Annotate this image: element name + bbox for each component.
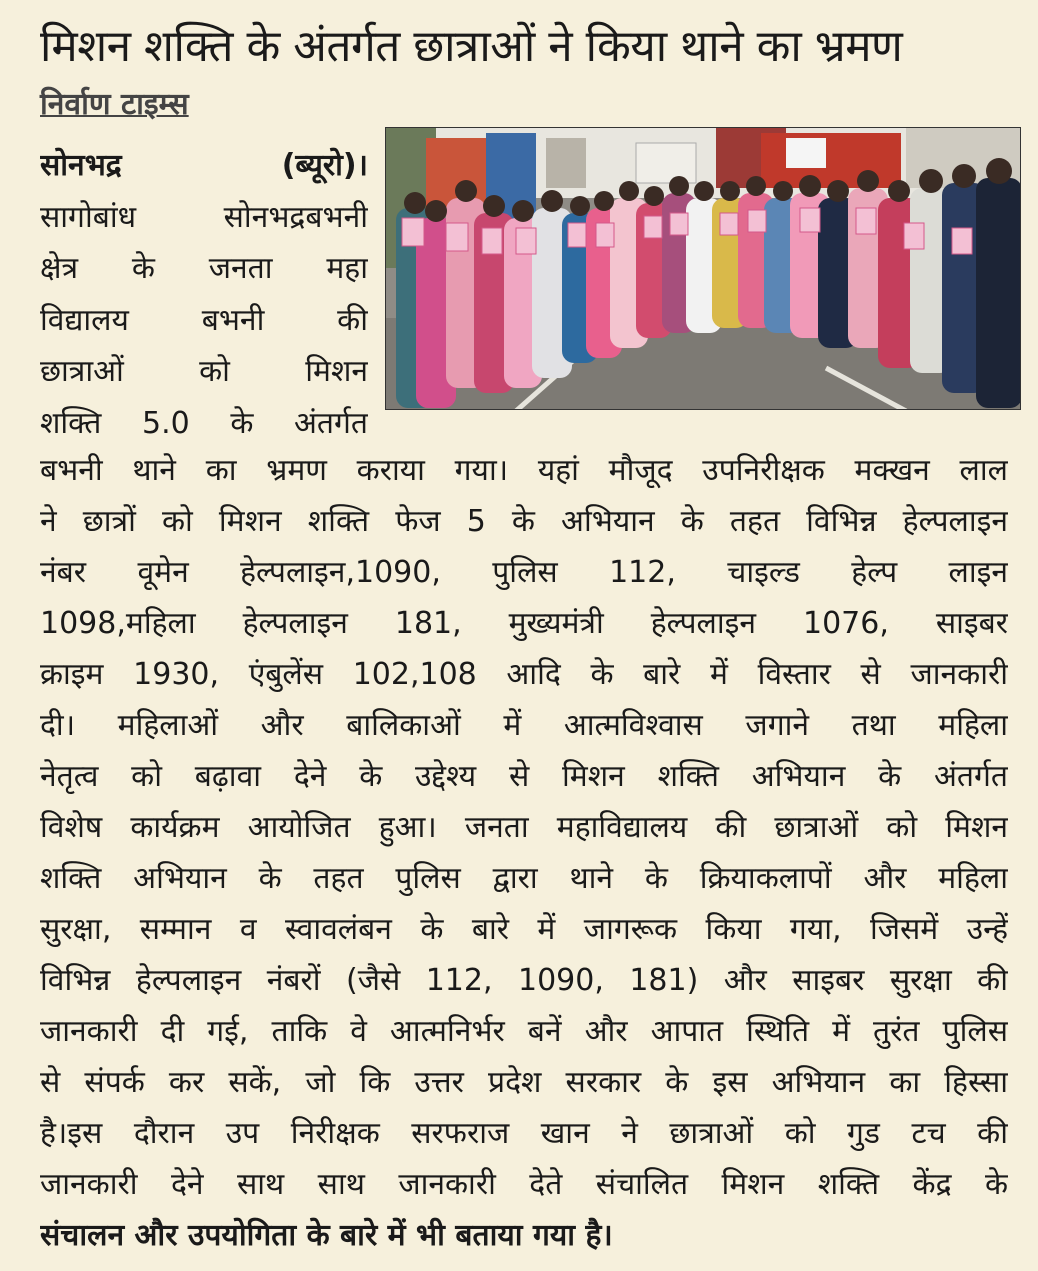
- body-line: नंबर वूमेन हेल्पलाइन,1090, पुलिस 112, चाइल्ड हेल्प लाइन: [40, 555, 1008, 590]
- body-line: नेतृत्व को बढ़ावा देने के उद्देश्य से मिशन शक्ति अभियान के अंतर्गत: [40, 759, 1008, 794]
- lead-line: छात्राओं को मिशन: [40, 354, 368, 389]
- body-line: जानकारी दी गई, ताकि वे आत्मनिर्भर बनें और आपात स्थिति में तुरंत पुलिस: [40, 1014, 1008, 1049]
- lead-line: क्षेत्र के जनता महा: [40, 251, 368, 286]
- body-line: विशेष कार्यक्रम आयोजित हुआ। जनता महाविद्यालय की छात्राओं को मिशन: [40, 810, 1008, 845]
- closing-line: संचालन और उपयोगिता के बारे में भी बताया गया है।: [40, 1218, 613, 1253]
- lead-line: शक्ति 5.0 के अंतर्गत: [40, 405, 368, 441]
- body-line: है।इस दौरान उप निरीक्षक सरफराज खान ने छात्राओं को गुड टच की: [40, 1116, 1008, 1151]
- body-line: विभिन्न हेल्पलाइन नंबरों (जैसे 112, 1090, 181) और साइबर सुरक्षा की: [40, 963, 1008, 998]
- dateline: सोनभद्र (ब्यूरो)।: [40, 148, 368, 183]
- lead-line: सागोबांध सोनभद्रबभनी: [40, 199, 368, 235]
- body-line: क्राइम 1930, एंबुलेंस 102,108 आदि के बारे में विस्तार से जानकारी: [40, 657, 1008, 692]
- lead-paragraph: [40, 140, 368, 449]
- body-line: ने छात्रों को मिशन शक्ति फेज 5 के अभियान के तहत विभिन्न हेल्पलाइन: [40, 504, 1008, 539]
- article-photo: [385, 127, 1021, 410]
- body-line: सुरक्षा, सम्मान व स्वावलंबन के बारे में जागरूक किया गया, जिसमें उन्हें: [40, 912, 1008, 947]
- body-line: 1098,महिला हेल्पलाइन 181, मुख्यमंत्री हेल्पलाइन 1076, साइबर: [40, 606, 1008, 641]
- body-line: से संपर्क कर सकें, जो कि उत्तर प्रदेश सरकार के इस अभियान का हिस्सा: [40, 1065, 1008, 1100]
- lead-line: विद्यालय बभनी की: [40, 302, 368, 338]
- newspaper-name: निर्वाण टाइम्स: [40, 87, 189, 122]
- body-line: शक्ति अभियान के तहत पुलिस द्वारा थाने के क्रियाकलापों और महिला: [40, 861, 1008, 896]
- body-line: जानकारी देने साथ साथ जानकारी देते संचालित मिशन शक्ति केंद्र के: [40, 1167, 1008, 1202]
- article-body: [40, 445, 1008, 1261]
- body-line: बभनी थाने का भ्रमण कराया गया। यहां मौजूद उपनिरीक्षक मक्खन लाल: [40, 453, 1008, 488]
- body-line: दी। महिलाओं और बालिकाओं में आत्मविश्वास जगाने तथा महिला: [40, 708, 1008, 743]
- headline: मिशन शक्ति के अंतर्गत छात्राओं ने किया थाने का भ्रमण: [40, 21, 903, 72]
